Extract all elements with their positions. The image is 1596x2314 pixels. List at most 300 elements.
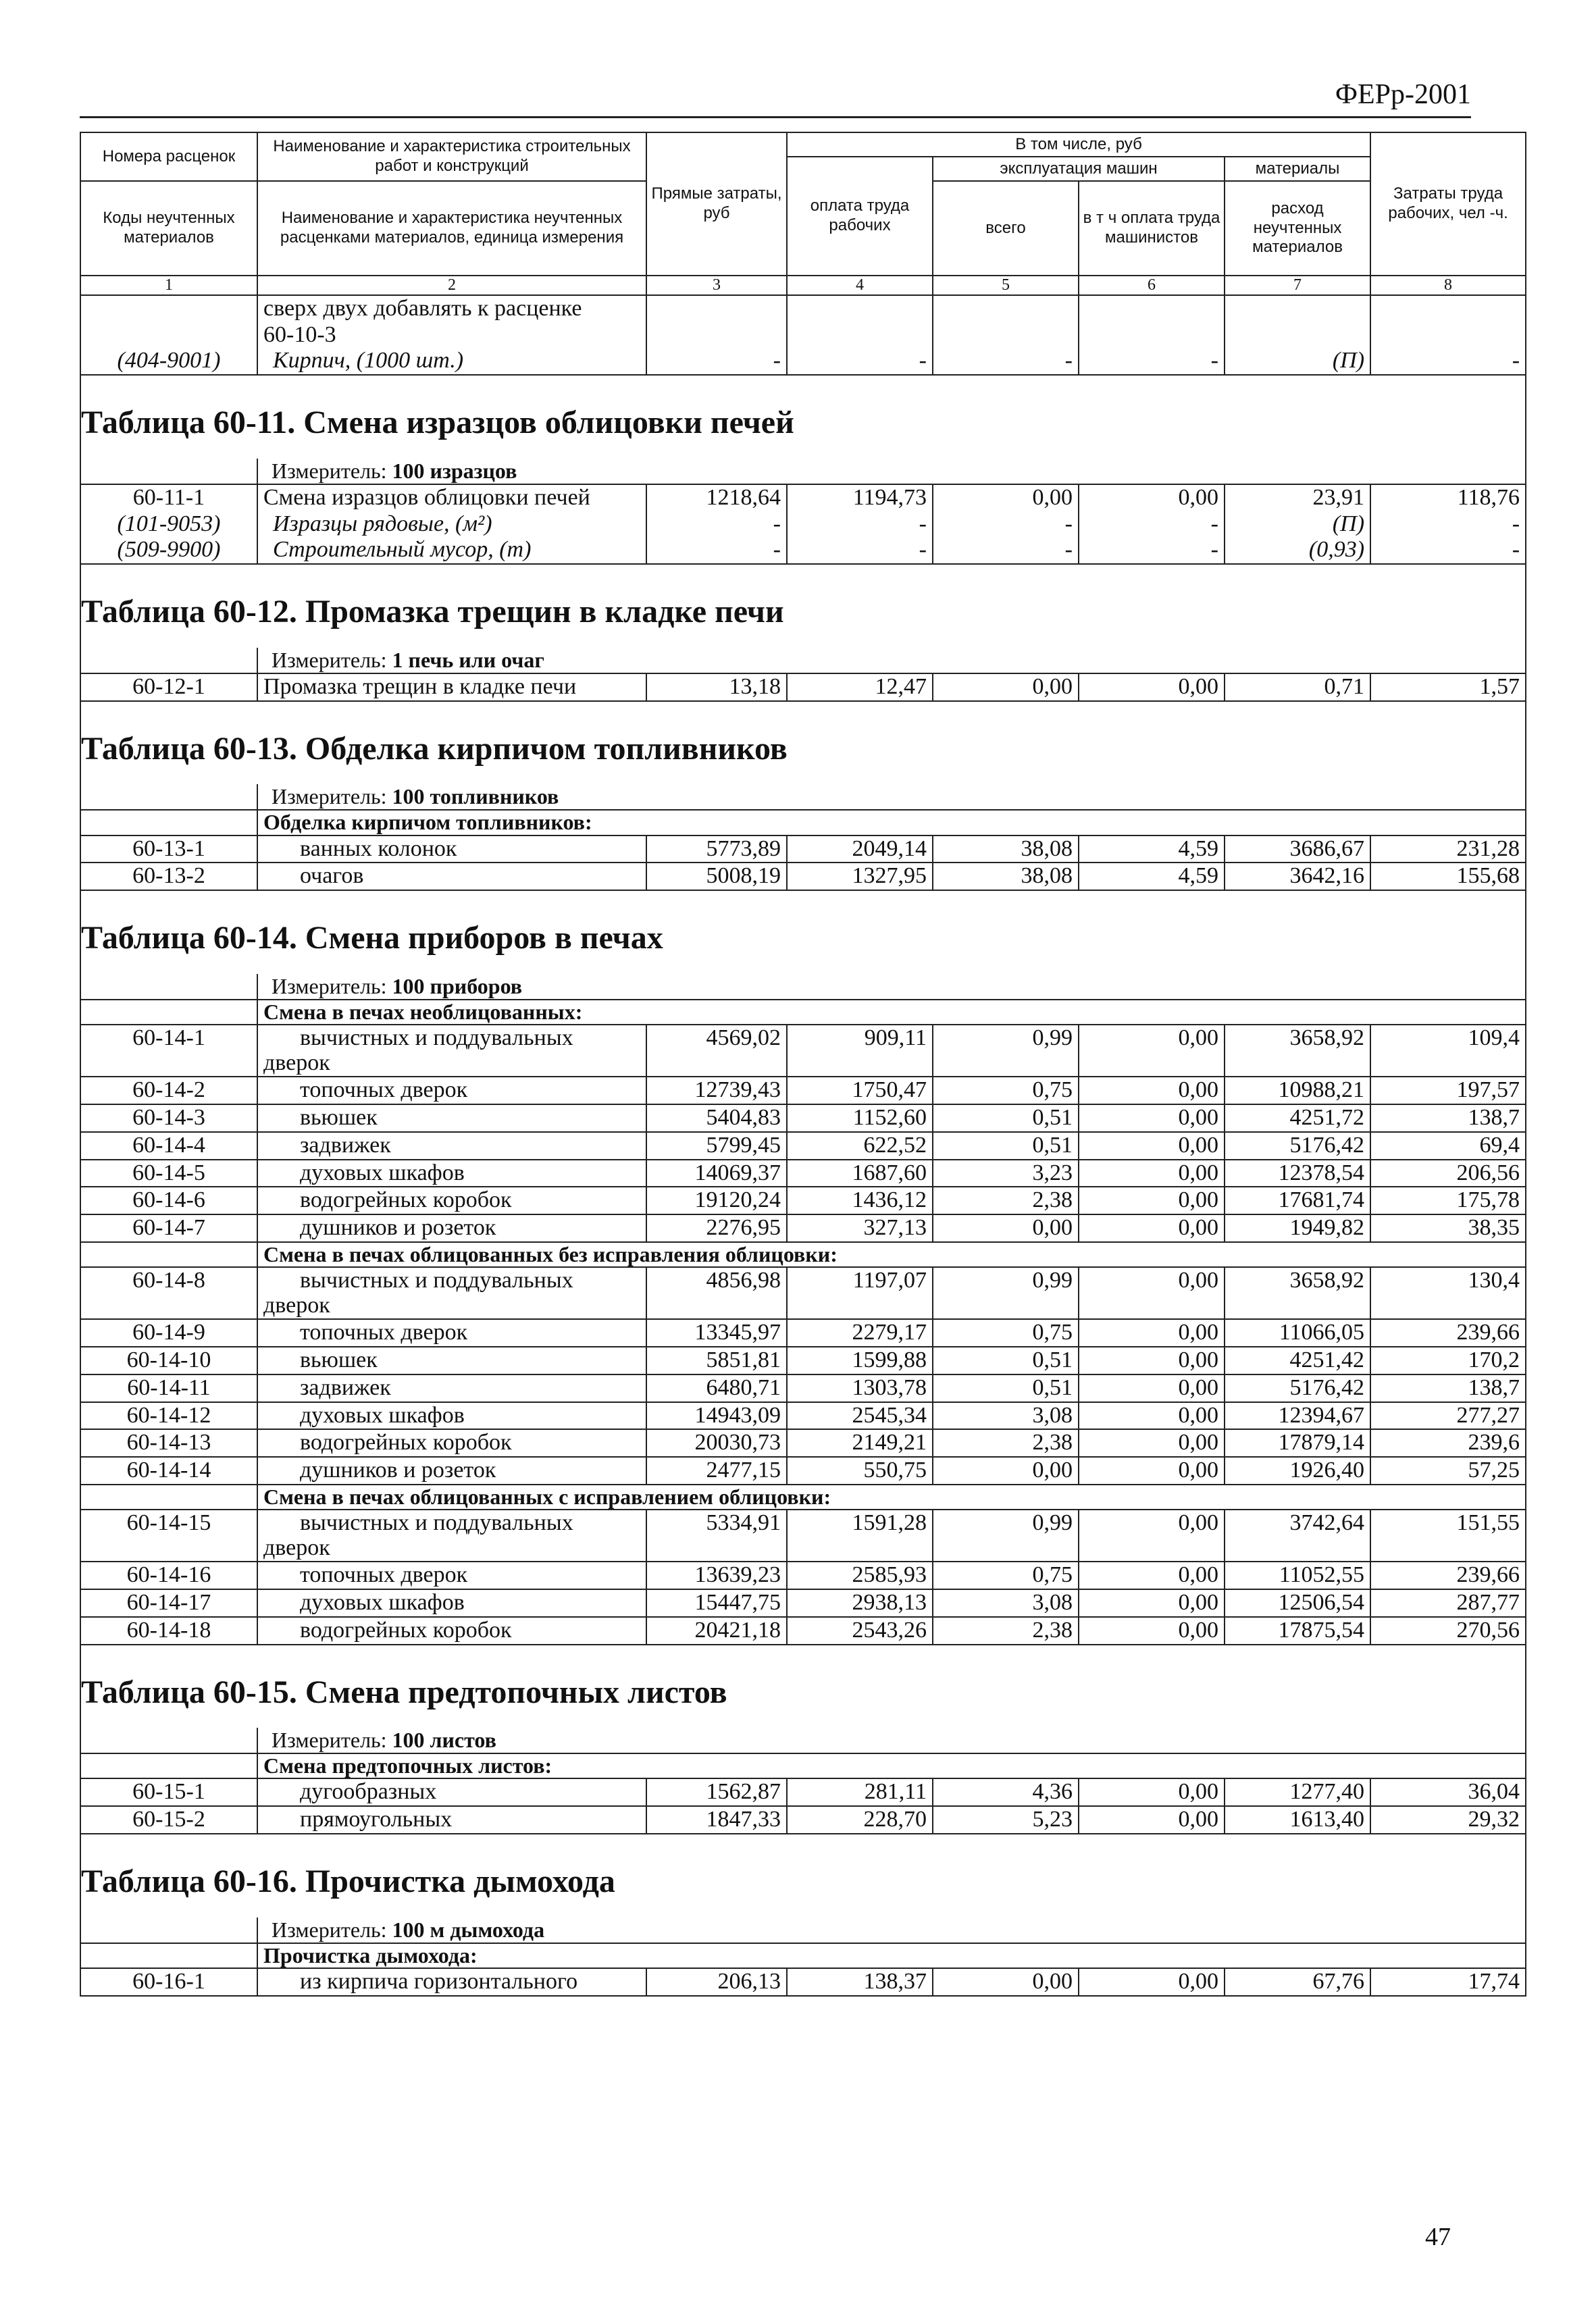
- table-row: [80, 863, 1526, 890]
- col6-header: в т ч оплата труда машинистов: [1079, 181, 1225, 276]
- value-cell: 17879,14: [1225, 1429, 1370, 1457]
- rate-name-line1: вычистных и поддувальных: [300, 1025, 573, 1051]
- value-cell: 15447,75: [646, 1589, 787, 1617]
- value-cell: 3,23: [933, 1160, 1079, 1187]
- value-cell: 622,52: [787, 1132, 933, 1160]
- rate-name: дугообразных: [257, 1778, 646, 1806]
- value-cell: 4569,02: [646, 1025, 787, 1077]
- value-cell: 270,56: [1370, 1617, 1526, 1645]
- value-cell: 23,91: [1225, 484, 1370, 511]
- value-cell: 2543,26: [787, 1617, 933, 1645]
- value-cell: 170,2: [1370, 1347, 1526, 1374]
- value-cell: 0,00: [1079, 1617, 1225, 1645]
- value-cell: -: [1370, 537, 1526, 564]
- rate-code: 60-15-2: [80, 1806, 257, 1834]
- price-table: [80, 132, 1526, 1997]
- rate-name-line1: водогрейных коробок: [300, 1617, 512, 1643]
- value-cell: 38,35: [1370, 1214, 1526, 1242]
- value-cell: 5,23: [933, 1806, 1079, 1834]
- value-cell: 0,00: [1079, 1160, 1225, 1187]
- value-cell: -: [787, 511, 933, 538]
- row-text: 60-10-3: [257, 322, 646, 349]
- value-cell: -: [933, 511, 1079, 538]
- table-row: [80, 1187, 1526, 1214]
- table-title: Таблица 60-16. Прочистка дымохода: [80, 1834, 1526, 1918]
- value-cell: 12,47: [787, 673, 933, 701]
- rate-name-line1: водогрейных коробок: [300, 1187, 512, 1213]
- value-cell: 2,38: [933, 1187, 1079, 1214]
- measure-label: Измеритель:: [272, 784, 387, 809]
- material-code: (509-9900): [80, 537, 257, 564]
- rate-code: 60-11-1: [80, 484, 257, 511]
- value-cell: 0,00: [1079, 1968, 1225, 1996]
- value-cell: 1926,40: [1225, 1457, 1370, 1485]
- value-cell: 11066,05: [1225, 1319, 1370, 1347]
- table-row: [80, 348, 1526, 375]
- rate-name-line1: вычистных и поддувальных: [300, 1267, 573, 1293]
- rate-code: 60-14-7: [80, 1214, 257, 1242]
- value-cell: 12378,54: [1225, 1160, 1370, 1187]
- value-cell: -: [787, 348, 933, 375]
- col4-header: оплата труда рабочих: [787, 157, 933, 276]
- rate-code: 60-14-18: [80, 1617, 257, 1645]
- rate-name: [257, 1077, 646, 1104]
- value-cell: 0,00: [933, 1968, 1079, 1996]
- value-cell: 138,7: [1370, 1104, 1526, 1132]
- value-cell: 5799,45: [646, 1132, 787, 1160]
- value-cell: 1152,60: [787, 1104, 933, 1132]
- value-cell: 57,25: [1370, 1457, 1526, 1485]
- value-cell: 287,77: [1370, 1589, 1526, 1617]
- value-cell: 14943,09: [646, 1402, 787, 1430]
- value-cell: 4856,98: [646, 1267, 787, 1319]
- value-cell: 0,00: [1079, 1778, 1225, 1806]
- value-cell: 13345,97: [646, 1319, 787, 1347]
- value-cell: (П): [1225, 348, 1370, 375]
- rate-name: ванных колонок: [257, 835, 646, 863]
- col-number: 1: [80, 276, 257, 295]
- rate-code: 60-15-1: [80, 1778, 257, 1806]
- rate-name: [257, 1025, 646, 1077]
- value-cell: 0,00: [1079, 1319, 1225, 1347]
- value-cell: 38,08: [933, 863, 1079, 890]
- rate-name-line1: вьюшек: [300, 1105, 378, 1131]
- rate-code: 60-14-11: [80, 1374, 257, 1402]
- rate-code: 60-14-4: [80, 1132, 257, 1160]
- value-cell: 4251,42: [1225, 1347, 1370, 1374]
- value-cell: 2,38: [933, 1617, 1079, 1645]
- rate-code: 60-14-3: [80, 1104, 257, 1132]
- table-row: [80, 511, 1526, 538]
- rate-name-line1: вьюшек: [300, 1347, 378, 1373]
- measure-value: 100 приборов: [392, 973, 523, 998]
- value-cell: 2049,14: [787, 835, 933, 863]
- col1-header-bottom: Коды неучтенных материалов: [80, 181, 257, 276]
- value-cell: 0,51: [933, 1347, 1079, 1374]
- group-heading: Смена предтопочных листов:: [257, 1753, 1526, 1778]
- measure-line: [257, 1918, 1526, 1943]
- value-cell: 0,75: [933, 1562, 1079, 1589]
- table-row: [80, 295, 1526, 322]
- value-cell: 5773,89: [646, 835, 787, 863]
- rate-name-line2: дверок: [263, 1050, 330, 1075]
- value-cell: 1218,64: [646, 484, 787, 511]
- value-cell: 1562,87: [646, 1778, 787, 1806]
- rate-name: [257, 1457, 646, 1485]
- value-cell: 0,00: [1079, 1562, 1225, 1589]
- value-cell: 4,36: [933, 1778, 1079, 1806]
- value-cell: 0,00: [1079, 1429, 1225, 1457]
- value-cell: 206,56: [1370, 1160, 1526, 1187]
- value-cell: 1847,33: [646, 1806, 787, 1834]
- value-cell: 1750,47: [787, 1077, 933, 1104]
- value-cell: 0,00: [1079, 1347, 1225, 1374]
- value-cell: 138,37: [787, 1968, 933, 1996]
- value-cell: 1197,07: [787, 1267, 933, 1319]
- measure-label: Измеритель:: [272, 1728, 387, 1753]
- rate-name: [257, 1132, 646, 1160]
- value-cell: 19120,24: [646, 1187, 787, 1214]
- value-cell: 138,7: [1370, 1374, 1526, 1402]
- value-cell: 36,04: [1370, 1778, 1526, 1806]
- value-cell: 1194,73: [787, 484, 933, 511]
- rate-name: Промазка трещин в кладке печи: [257, 673, 646, 701]
- table-title: Таблица 60-11. Смена изразцов облицовки печей: [80, 375, 1526, 459]
- value-cell: 2938,13: [787, 1589, 933, 1617]
- value-cell: 3658,92: [1225, 1267, 1370, 1319]
- value-cell: 1949,82: [1225, 1214, 1370, 1242]
- price-table-page: [80, 132, 1525, 1997]
- value-cell: 17875,54: [1225, 1617, 1370, 1645]
- rate-code: 60-14-15: [80, 1510, 257, 1562]
- table-row: [80, 1457, 1526, 1485]
- table-row: [80, 673, 1526, 701]
- value-cell: 1613,40: [1225, 1806, 1370, 1834]
- value-cell: 0,99: [933, 1025, 1079, 1077]
- rate-name-line1: душников и розеток: [300, 1458, 496, 1483]
- value-cell: -: [1079, 511, 1225, 538]
- col-number: 4: [787, 276, 933, 295]
- measure-line: [257, 974, 1526, 1000]
- value-cell: 0,00: [933, 1457, 1079, 1485]
- value-cell: 0,00: [1079, 484, 1225, 511]
- value-cell: 3,08: [933, 1402, 1079, 1430]
- table-row: [80, 1429, 1526, 1457]
- value-cell: 13639,23: [646, 1562, 787, 1589]
- value-cell: 2149,21: [787, 1429, 933, 1457]
- value-cell: 228,70: [787, 1806, 933, 1834]
- col2-header-top: Наименование и характеристика строительных работ и конструкций: [257, 132, 646, 181]
- rate-name-line1: топочных дверок: [300, 1562, 468, 1588]
- value-cell: 118,76: [1370, 484, 1526, 511]
- value-cell: 17681,74: [1225, 1187, 1370, 1214]
- col3-header: Прямые затраты, руб: [646, 132, 787, 276]
- value-cell: -: [1079, 348, 1225, 375]
- value-cell: -: [933, 348, 1079, 375]
- page-number: 47: [1425, 2223, 1451, 2251]
- value-cell: -: [1370, 511, 1526, 538]
- value-cell: 0,71: [1225, 673, 1370, 701]
- value-cell: 0,00: [933, 673, 1079, 701]
- rate-name: [257, 1510, 646, 1562]
- value-cell: 1436,12: [787, 1187, 933, 1214]
- rate-name-line1: водогрейных коробок: [300, 1430, 512, 1456]
- value-cell: 1687,60: [787, 1160, 933, 1187]
- group-heading: Смена в печах необлицованных:: [257, 1000, 1526, 1025]
- material-code: (101-9053): [80, 511, 257, 538]
- col-number: 6: [1079, 276, 1225, 295]
- value-cell: 14069,37: [646, 1160, 787, 1187]
- value-cell: 2,38: [933, 1429, 1079, 1457]
- value-cell: 0,00: [1079, 1589, 1225, 1617]
- value-cell: 5851,81: [646, 1347, 787, 1374]
- table-row: [80, 1214, 1526, 1242]
- table-row: [80, 1267, 1526, 1319]
- value-cell: 4,59: [1079, 863, 1225, 890]
- rate-name: [257, 1374, 646, 1402]
- measure-line: [257, 784, 1526, 810]
- value-cell: 5176,42: [1225, 1374, 1370, 1402]
- rate-name: [257, 1214, 646, 1242]
- value-cell: 4,59: [1079, 835, 1225, 863]
- value-cell: 6480,71: [646, 1374, 787, 1402]
- value-cell: 3,08: [933, 1589, 1079, 1617]
- table-row: [80, 1347, 1526, 1374]
- rate-name: [257, 1589, 646, 1617]
- col-number: 5: [933, 276, 1079, 295]
- rate-code: 60-14-10: [80, 1347, 257, 1374]
- included-header: В том числе, руб: [787, 132, 1370, 157]
- value-cell: 0,00: [1079, 1806, 1225, 1834]
- value-cell: 1599,88: [787, 1347, 933, 1374]
- value-cell: 0,00: [933, 1214, 1079, 1242]
- rate-code: 60-13-2: [80, 863, 257, 890]
- value-cell: 1591,28: [787, 1510, 933, 1562]
- value-cell: 231,28: [1370, 835, 1526, 863]
- rate-code: 60-16-1: [80, 1968, 257, 1996]
- rate-name-line1: топочных дверок: [300, 1320, 468, 1345]
- value-cell: 0,00: [1079, 1510, 1225, 1562]
- rate-name-line1: задвижек: [300, 1132, 391, 1158]
- col-number: 7: [1225, 276, 1370, 295]
- rate-name-line2: дверок: [263, 1535, 330, 1560]
- group-heading: Смена в печах облицованных без исправления облицовки:: [257, 1242, 1526, 1267]
- value-cell: 12506,54: [1225, 1589, 1370, 1617]
- material-name: Кирпич, (1000 шт.): [257, 348, 646, 375]
- rate-name-line2: дверок: [263, 1292, 330, 1318]
- group-heading: Смена в печах облицованных с исправлением облицовки:: [257, 1485, 1526, 1510]
- value-cell: 175,78: [1370, 1187, 1526, 1214]
- value-cell: 67,76: [1225, 1968, 1370, 1996]
- value-cell: 20421,18: [646, 1617, 787, 1645]
- rate-name: [257, 1347, 646, 1374]
- value-cell: 2276,95: [646, 1214, 787, 1242]
- value-cell: 5176,42: [1225, 1132, 1370, 1160]
- rate-name: [257, 1617, 646, 1645]
- value-cell: 0,75: [933, 1077, 1079, 1104]
- value-cell: -: [646, 348, 787, 375]
- table-row: [80, 1968, 1526, 1996]
- table-row: [80, 1562, 1526, 1589]
- measure-label: Измеритель:: [272, 1917, 387, 1942]
- value-cell: 206,13: [646, 1968, 787, 1996]
- value-cell: 0,00: [1079, 1187, 1225, 1214]
- value-cell: 109,4: [1370, 1025, 1526, 1077]
- table-title: Таблица 60-13. Обделка кирпичом топливников: [80, 701, 1526, 785]
- rate-code: 60-14-2: [80, 1077, 257, 1104]
- value-cell: 5404,83: [646, 1104, 787, 1132]
- value-cell: 0,00: [1079, 1132, 1225, 1160]
- value-cell: 239,6: [1370, 1429, 1526, 1457]
- table-row: [80, 1319, 1526, 1347]
- table-row: [80, 322, 1526, 349]
- value-cell: 12739,43: [646, 1077, 787, 1104]
- value-cell: -: [646, 537, 787, 564]
- value-cell: 0,00: [1079, 1267, 1225, 1319]
- value-cell: 0,99: [933, 1510, 1079, 1562]
- value-cell: 10988,21: [1225, 1077, 1370, 1104]
- rate-name: [257, 1267, 646, 1319]
- material-code: (404-9001): [80, 348, 257, 375]
- measure-label: Измеритель:: [272, 647, 387, 672]
- value-cell: 1327,95: [787, 863, 933, 890]
- value-cell: 17,74: [1370, 1968, 1526, 1996]
- table-row: [80, 1025, 1526, 1077]
- value-cell: 277,27: [1370, 1402, 1526, 1430]
- value-cell: 151,55: [1370, 1510, 1526, 1562]
- materials-header: материалы: [1225, 157, 1370, 181]
- table-row: [80, 835, 1526, 863]
- row-text: сверх двух добавлять к расценке: [257, 295, 646, 322]
- measure-label: Измеритель:: [272, 973, 387, 998]
- value-cell: 239,66: [1370, 1562, 1526, 1589]
- measure-value: 100 изразцов: [392, 458, 517, 483]
- value-cell: 0,00: [1079, 1374, 1225, 1402]
- value-cell: 3642,16: [1225, 863, 1370, 890]
- col1-header-top: Номера расценок: [80, 132, 257, 181]
- rate-code: 60-14-12: [80, 1402, 257, 1430]
- rate-name: [257, 1402, 646, 1430]
- col-number: 2: [257, 276, 646, 295]
- rate-name: [257, 1187, 646, 1214]
- rate-name: [257, 1160, 646, 1187]
- value-cell: 3658,92: [1225, 1025, 1370, 1077]
- measure-line: [257, 648, 1526, 673]
- col2-header-bottom: Наименование и характеристика неучтенных расценками материалов, единица измерения: [257, 181, 646, 276]
- rate-code: 60-14-14: [80, 1457, 257, 1485]
- col5-header: всего: [933, 181, 1079, 276]
- table-row: [80, 1510, 1526, 1562]
- value-cell: 2477,15: [646, 1457, 787, 1485]
- value-cell: 197,57: [1370, 1077, 1526, 1104]
- value-cell: 0,51: [933, 1374, 1079, 1402]
- col7-header: расход неучтенных материалов: [1225, 181, 1370, 276]
- table-row: [80, 1806, 1526, 1834]
- value-cell: 4251,72: [1225, 1104, 1370, 1132]
- rate-code: 60-14-6: [80, 1187, 257, 1214]
- value-cell: 0,99: [933, 1267, 1079, 1319]
- rate-code: 60-14-5: [80, 1160, 257, 1187]
- value-cell: (П): [1225, 511, 1370, 538]
- rate-name-line1: духовых шкафов: [300, 1160, 465, 1185]
- rate-name: [257, 1319, 646, 1347]
- value-cell: 3742,64: [1225, 1510, 1370, 1562]
- rate-name: очагов: [257, 863, 646, 890]
- table-title: Таблица 60-12. Промазка трещин в кладке печи: [80, 564, 1526, 648]
- rate-code: 60-14-9: [80, 1319, 257, 1347]
- col8-header: Затраты труда рабочих, чел -ч.: [1370, 132, 1526, 276]
- rate-name: Смена изразцов облицовки печей: [257, 484, 646, 511]
- rate-name-line1: душников и розеток: [300, 1215, 496, 1241]
- measure-value: 100 топливников: [392, 784, 559, 809]
- table-row: [80, 1374, 1526, 1402]
- value-cell: 2545,34: [787, 1402, 933, 1430]
- value-cell: 130,4: [1370, 1267, 1526, 1319]
- value-cell: 0,00: [1079, 1214, 1225, 1242]
- value-cell: -: [787, 537, 933, 564]
- value-cell: 327,13: [787, 1214, 933, 1242]
- rate-code: 60-13-1: [80, 835, 257, 863]
- rate-code: 60-14-8: [80, 1267, 257, 1319]
- value-cell: (0,93): [1225, 537, 1370, 564]
- value-cell: 11052,55: [1225, 1562, 1370, 1589]
- table-row: [80, 1402, 1526, 1430]
- value-cell: 13,18: [646, 673, 787, 701]
- rate-name-line1: задвижек: [300, 1374, 391, 1400]
- value-cell: 0,51: [933, 1132, 1079, 1160]
- value-cell: 281,11: [787, 1778, 933, 1806]
- value-cell: 0,00: [1079, 1402, 1225, 1430]
- table-row: [80, 1589, 1526, 1617]
- value-cell: -: [1079, 537, 1225, 564]
- page-header: [80, 76, 1471, 118]
- value-cell: -: [646, 511, 787, 538]
- measure-value: 1 печь или очаг: [392, 647, 544, 672]
- rate-name-line1: вычистных и поддувальных: [300, 1510, 573, 1535]
- rate-name: [257, 1562, 646, 1589]
- value-cell: 0,75: [933, 1319, 1079, 1347]
- table-row: [80, 484, 1526, 511]
- value-cell: 5334,91: [646, 1510, 787, 1562]
- value-cell: 0,00: [1079, 1025, 1225, 1077]
- value-cell: 1,57: [1370, 673, 1526, 701]
- machines-header: эксплуатация машин: [933, 157, 1225, 181]
- value-cell: 239,66: [1370, 1319, 1526, 1347]
- value-cell: 0,00: [1079, 1077, 1225, 1104]
- rate-code: 60-14-17: [80, 1589, 257, 1617]
- group-heading: Прочистка дымохода:: [257, 1943, 1526, 1968]
- value-cell: 155,68: [1370, 863, 1526, 890]
- table-title: Таблица 60-15. Смена предтопочных листов: [80, 1645, 1526, 1728]
- table-row: [80, 1778, 1526, 1806]
- measure-label: Измеритель:: [272, 458, 387, 483]
- measure-value: 100 листов: [392, 1728, 496, 1753]
- rate-name-line1: духовых шкафов: [300, 1590, 465, 1616]
- value-cell: 550,75: [787, 1457, 933, 1485]
- value-cell: 3686,67: [1225, 835, 1370, 863]
- rate-name: прямоугольных: [257, 1806, 646, 1834]
- measure-line: [257, 1728, 1526, 1753]
- value-cell: 0,00: [1079, 673, 1225, 701]
- group-heading: Обделка кирпичом топливников:: [257, 810, 1526, 835]
- table-row: [80, 1104, 1526, 1132]
- document-code: ФЕРр-2001: [1335, 79, 1471, 110]
- rate-code: 60-14-16: [80, 1562, 257, 1589]
- measure-value: 100 м дымохода: [392, 1917, 545, 1942]
- table-row: [80, 1160, 1526, 1187]
- value-cell: 0,00: [1079, 1104, 1225, 1132]
- rate-code: 60-12-1: [80, 673, 257, 701]
